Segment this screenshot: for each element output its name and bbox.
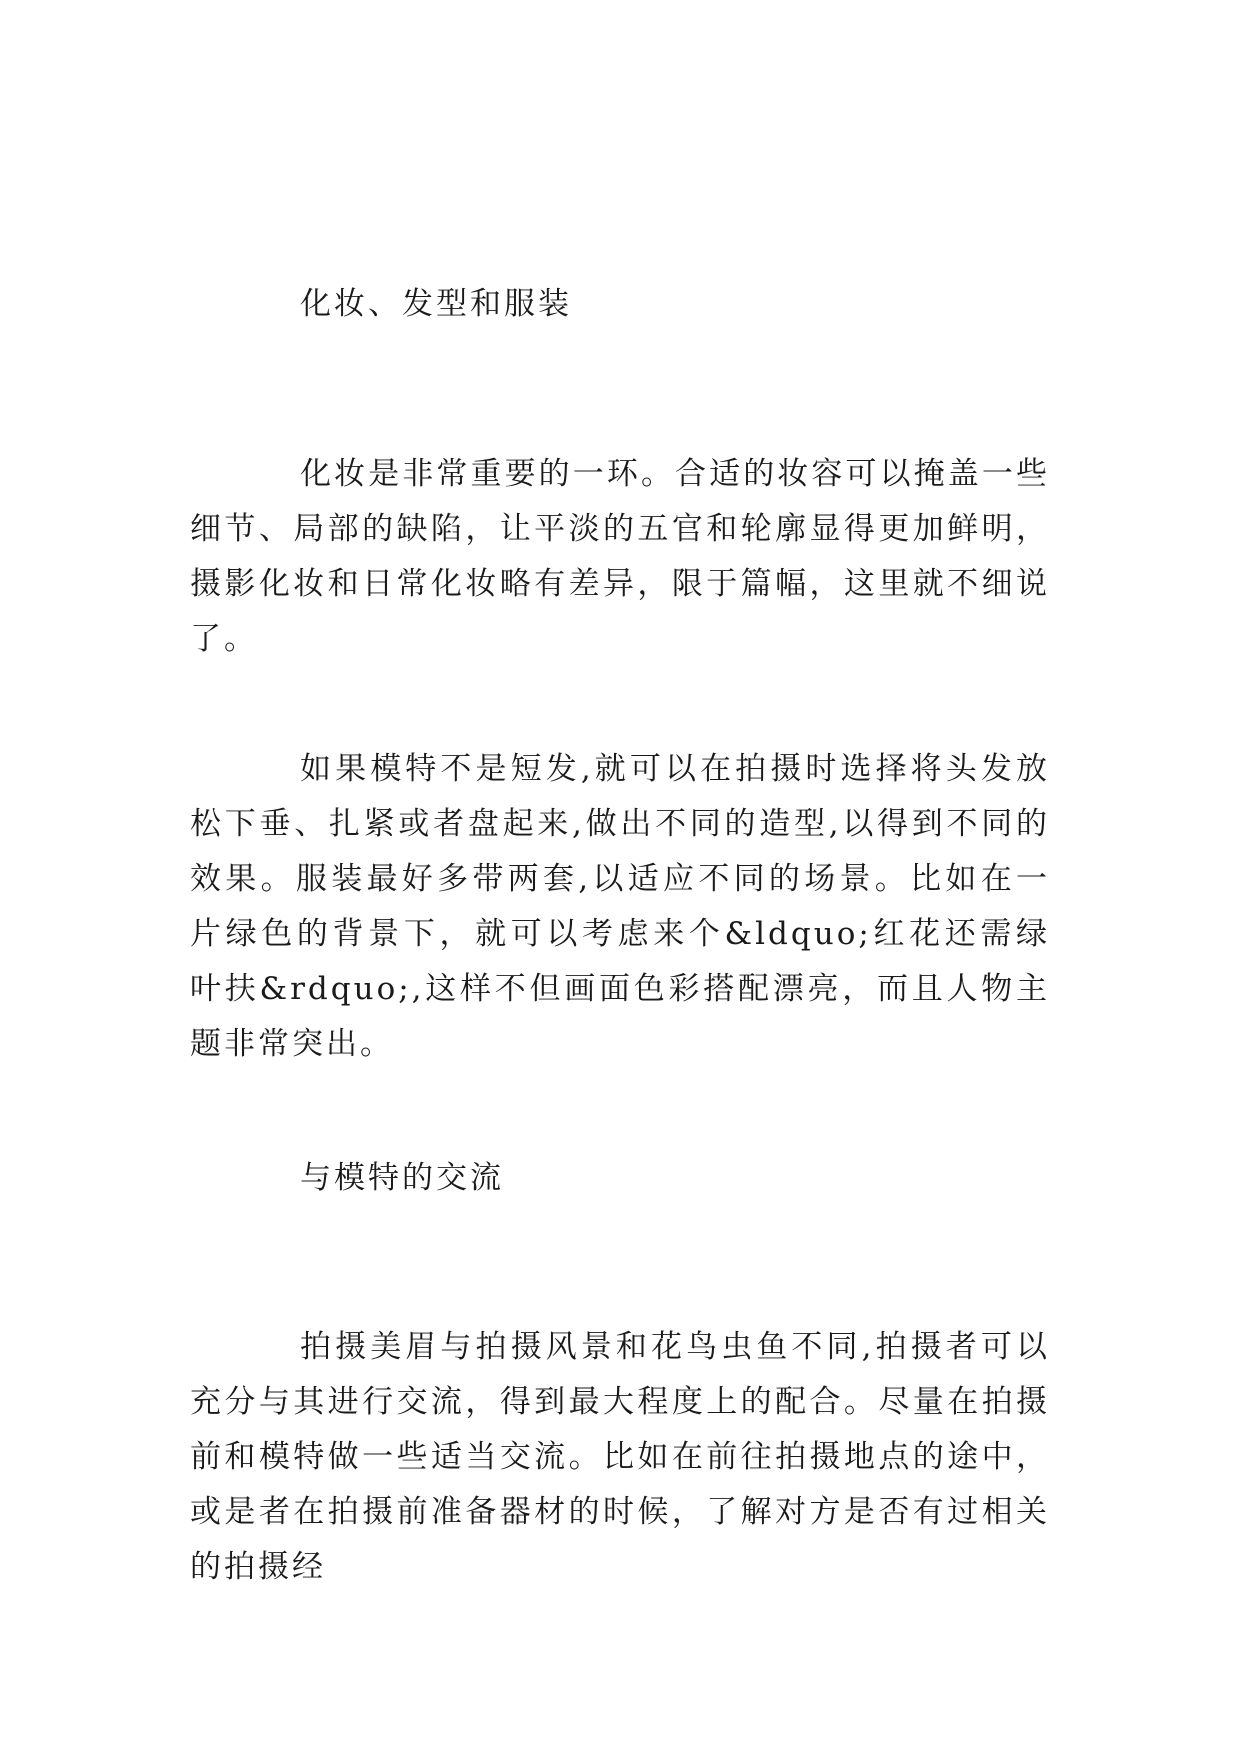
paragraph-hair-clothing: 如果模特不是短发,就可以在拍摄时选择将头发放松下垂、扎紧或者盘起来,做出不同的造型,以得到不同的效果。服装最好多带两套,以适应不同的场景。比如在一片绿色的背景下，就可以考虑来个&ldquo;红花还需绿叶扶&rdquo;,这样不但画面色彩搭配漂亮，而且人物主题非常突出。 — [190, 751, 1050, 1062]
section-heading-communication: 与模特的交流 — [300, 1160, 504, 1196]
section-heading-makeup: 化妆、发型和服装 — [300, 286, 572, 322]
paragraph-makeup: 化妆是非常重要的一环。合适的妆容可以掩盖一些细节、局部的缺陷，让平淡的五官和轮廓显得更加鲜明，摄影化妆和日常化妆略有差异，限于篇幅，这里就不细说了。 — [190, 456, 1050, 657]
paragraph-communication: 拍摄美眉与拍摄风景和花鸟虫鱼不同,拍摄者可以充分与其进行交流，得到最大程度上的配合。尽量在拍摄前和模特做一些适当交流。比如在前往拍摄地点的途中，或是者在拍摄前准备器材的时候，了解对方是否有过相关的拍摄经 — [190, 1329, 1050, 1585]
